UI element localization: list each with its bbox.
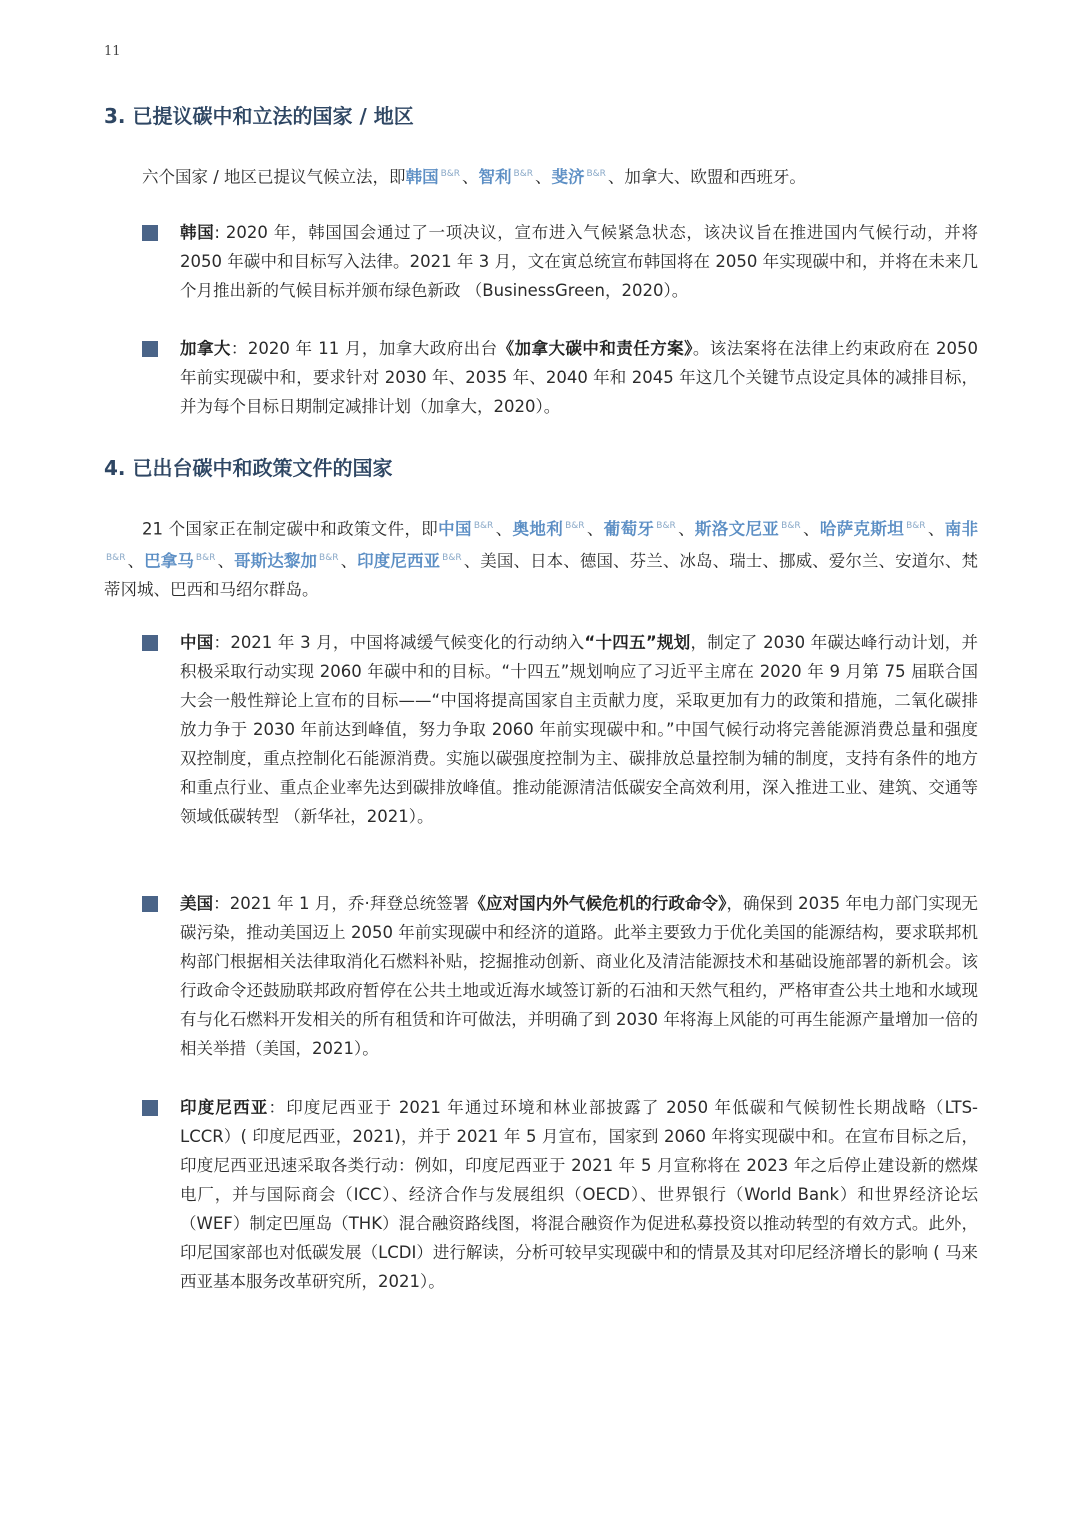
square-bullet-icon — [142, 896, 158, 912]
section-4-heading: 4. 已出台碳中和政策文件的国家 — [104, 456, 393, 480]
country-link-portugal[interactable]: 葡萄牙 — [603, 519, 655, 539]
bullet-canada: 加拿大：2020 年 11 月，加拿大政府出台《加拿大碳中和责任方案》。该法案将在法律上约束政府在 2050 年前实现碳中和，要求针对 2030 年、2035 年、2040 年和 2045 年这几个关键节点设定具体的减排目标，并为每个目标日期制定减排计划（加拿大，2020）。 — [142, 334, 978, 421]
section-4-intro: 21 个国家正在制定碳中和政策文件，即中国 $^{B\&R}$ 、奥地利 $^{B\&R}$ 、葡萄牙 $^{B\&R}$ 、斯洛文尼亚 $^{B\&R}$ 、哈萨克斯坦 $^{B\&R}$ 、南非$^{B\&R}$ 、巴拿马 $^{B\&R}$ 、哥斯达黎加 $^{B\&R}$ 、印度尼西亚 $^{B\&R}$ 、美国、日本、德国、芬兰、冰岛、瑞士、挪威、爱尔兰、安道尔、梵蒂冈城、巴西和马绍尔群岛。 — [104, 519, 979, 599]
country-link-indonesia[interactable]: 印度尼西亚 — [357, 551, 441, 570]
country-link-fiji[interactable]: 斐济 — [551, 167, 585, 187]
bullet-china: 中国：2021 年 3 月，中国将减缓气候变化的行动纳入“十四五”规划，制定了 2030 年碳达峰行动计划，并积极采取行动实现 2060 年碳中和的目标。“十四五”规划响应了习近平主席在 2020 年 9 月第 75 届联合国大会一般性辩论上宣布的目标——“中国将提高国家自主贡献力度，采取更加有力的政策和措施，二氧化碳排放力争于 2030 年前达到峰值，努力争取 2060 年前实现碳中和。”中国气候行动将完善能源消费总量和强度双控制度，重点控制化石能源消费。实施以碳强度控制为主、碳排放总量控制为辅的制度，支持有条件的地方和重点行业、重点企业率先达到碳排放峰值。推动能源清洁低碳安全高效利用，深入推进工业、建筑、交通等领域低碳转型 （新华社，2021）。 — [142, 628, 978, 831]
square-bullet-icon — [142, 225, 158, 241]
bullet-korea: 韩国: 2020 年，韩国国会通过了一项决议，宣布进入气候紧急状态，该决议旨在推进国内气候行动，并将 2050 年碳中和目标写入法律。2021 年 3 月，文在寅总统宣布韩国将在 2050 年实现碳中和，并将在未来几个月推出新的气候目标并颁布绿色新政 （BusinessGreen，2020）。 — [142, 218, 978, 305]
country-link-south-africa[interactable]: 南非 — [944, 519, 979, 539]
country-link-panama[interactable]: 巴拿马 — [144, 551, 194, 570]
country-link-costa-rica[interactable]: 哥斯达黎加 — [234, 551, 318, 570]
section-3-intro: 六个国家 / 地区已提议气候立法，即韩国 $^{B\&R}$ 、智利 $^{B\&R}$ 、斐济 $^{B\&R}$ 、加拿大、欧盟和西班牙。 — [142, 167, 806, 187]
country-link-china[interactable]: 中国 — [438, 519, 472, 539]
page-number: 11 — [104, 44, 121, 59]
country-link-chile[interactable]: 智利 — [478, 167, 512, 187]
country-link-austria[interactable]: 奥地利 — [512, 519, 564, 539]
square-bullet-icon — [142, 1100, 158, 1116]
bullet-indonesia: 印度尼西亚：印度尼西亚于 2021 年通过环境和林业部披露了 2050 年低碳和气候韧性长期战略（LTS-LCCR）( 印度尼西亚，2021)，并于 2021 年 5 月宣布，国家到 2060 年将实现碳中和。在宣布目标之后，印度尼西亚迅速采取各类行动：例如，印度尼西亚于 2021 年 5 月宣称将在 2023 年之后停止建设新的燃煤电厂，并与国际商会（ICC）、经济合作与发展组织（OECD）、世界银行（World Bank）和世界经济论坛（WEF）制定巴厘岛（THK）混合融资路线图，将混合融资作为促进私募投资以推动转型的有效方式。此外，印尼国家部也对低碳发展（LCDI）进行解读，分析可较早实现碳中和的情景及其对印尼经济增长的影响 ( 马来西亚基本服务改革研究所，2021）。 — [142, 1093, 978, 1296]
bullet-usa: 美国：2021 年 1 月，乔·拜登总统签署《应对国内外气候危机的行政命令》，确保到 2035 年电力部门实现无碳污染，推动美国迈上 2050 年前实现碳中和经济的道路。此举主要致力于优化美国的能源结构，要求联邦机构部门根据相关法律取消化石燃料补贴，挖掘推动创新、商业化及清洁能源技术和基础设施部署的新机会。该行政命令还鼓励联邦政府暂停在公共土地或近海水域签订新的石油和天然气租约，严格审查公共土地和水域现有与化石燃料开发相关的所有租赁和许可做法，并明确了到 2030 年将海上风能的可再生能源产量增加一倍的相关举措（美国，2021）。 — [142, 889, 978, 1063]
country-link-korea[interactable]: 韩国 — [405, 167, 439, 187]
square-bullet-icon — [142, 341, 158, 357]
country-link-kazakhstan[interactable]: 哈萨克斯坦 — [819, 519, 905, 539]
square-bullet-icon — [142, 635, 158, 651]
country-link-slovenia[interactable]: 斯洛文尼亚 — [694, 519, 780, 539]
section-3-heading: 3. 已提议碳中和立法的国家 / 地区 — [104, 104, 414, 128]
